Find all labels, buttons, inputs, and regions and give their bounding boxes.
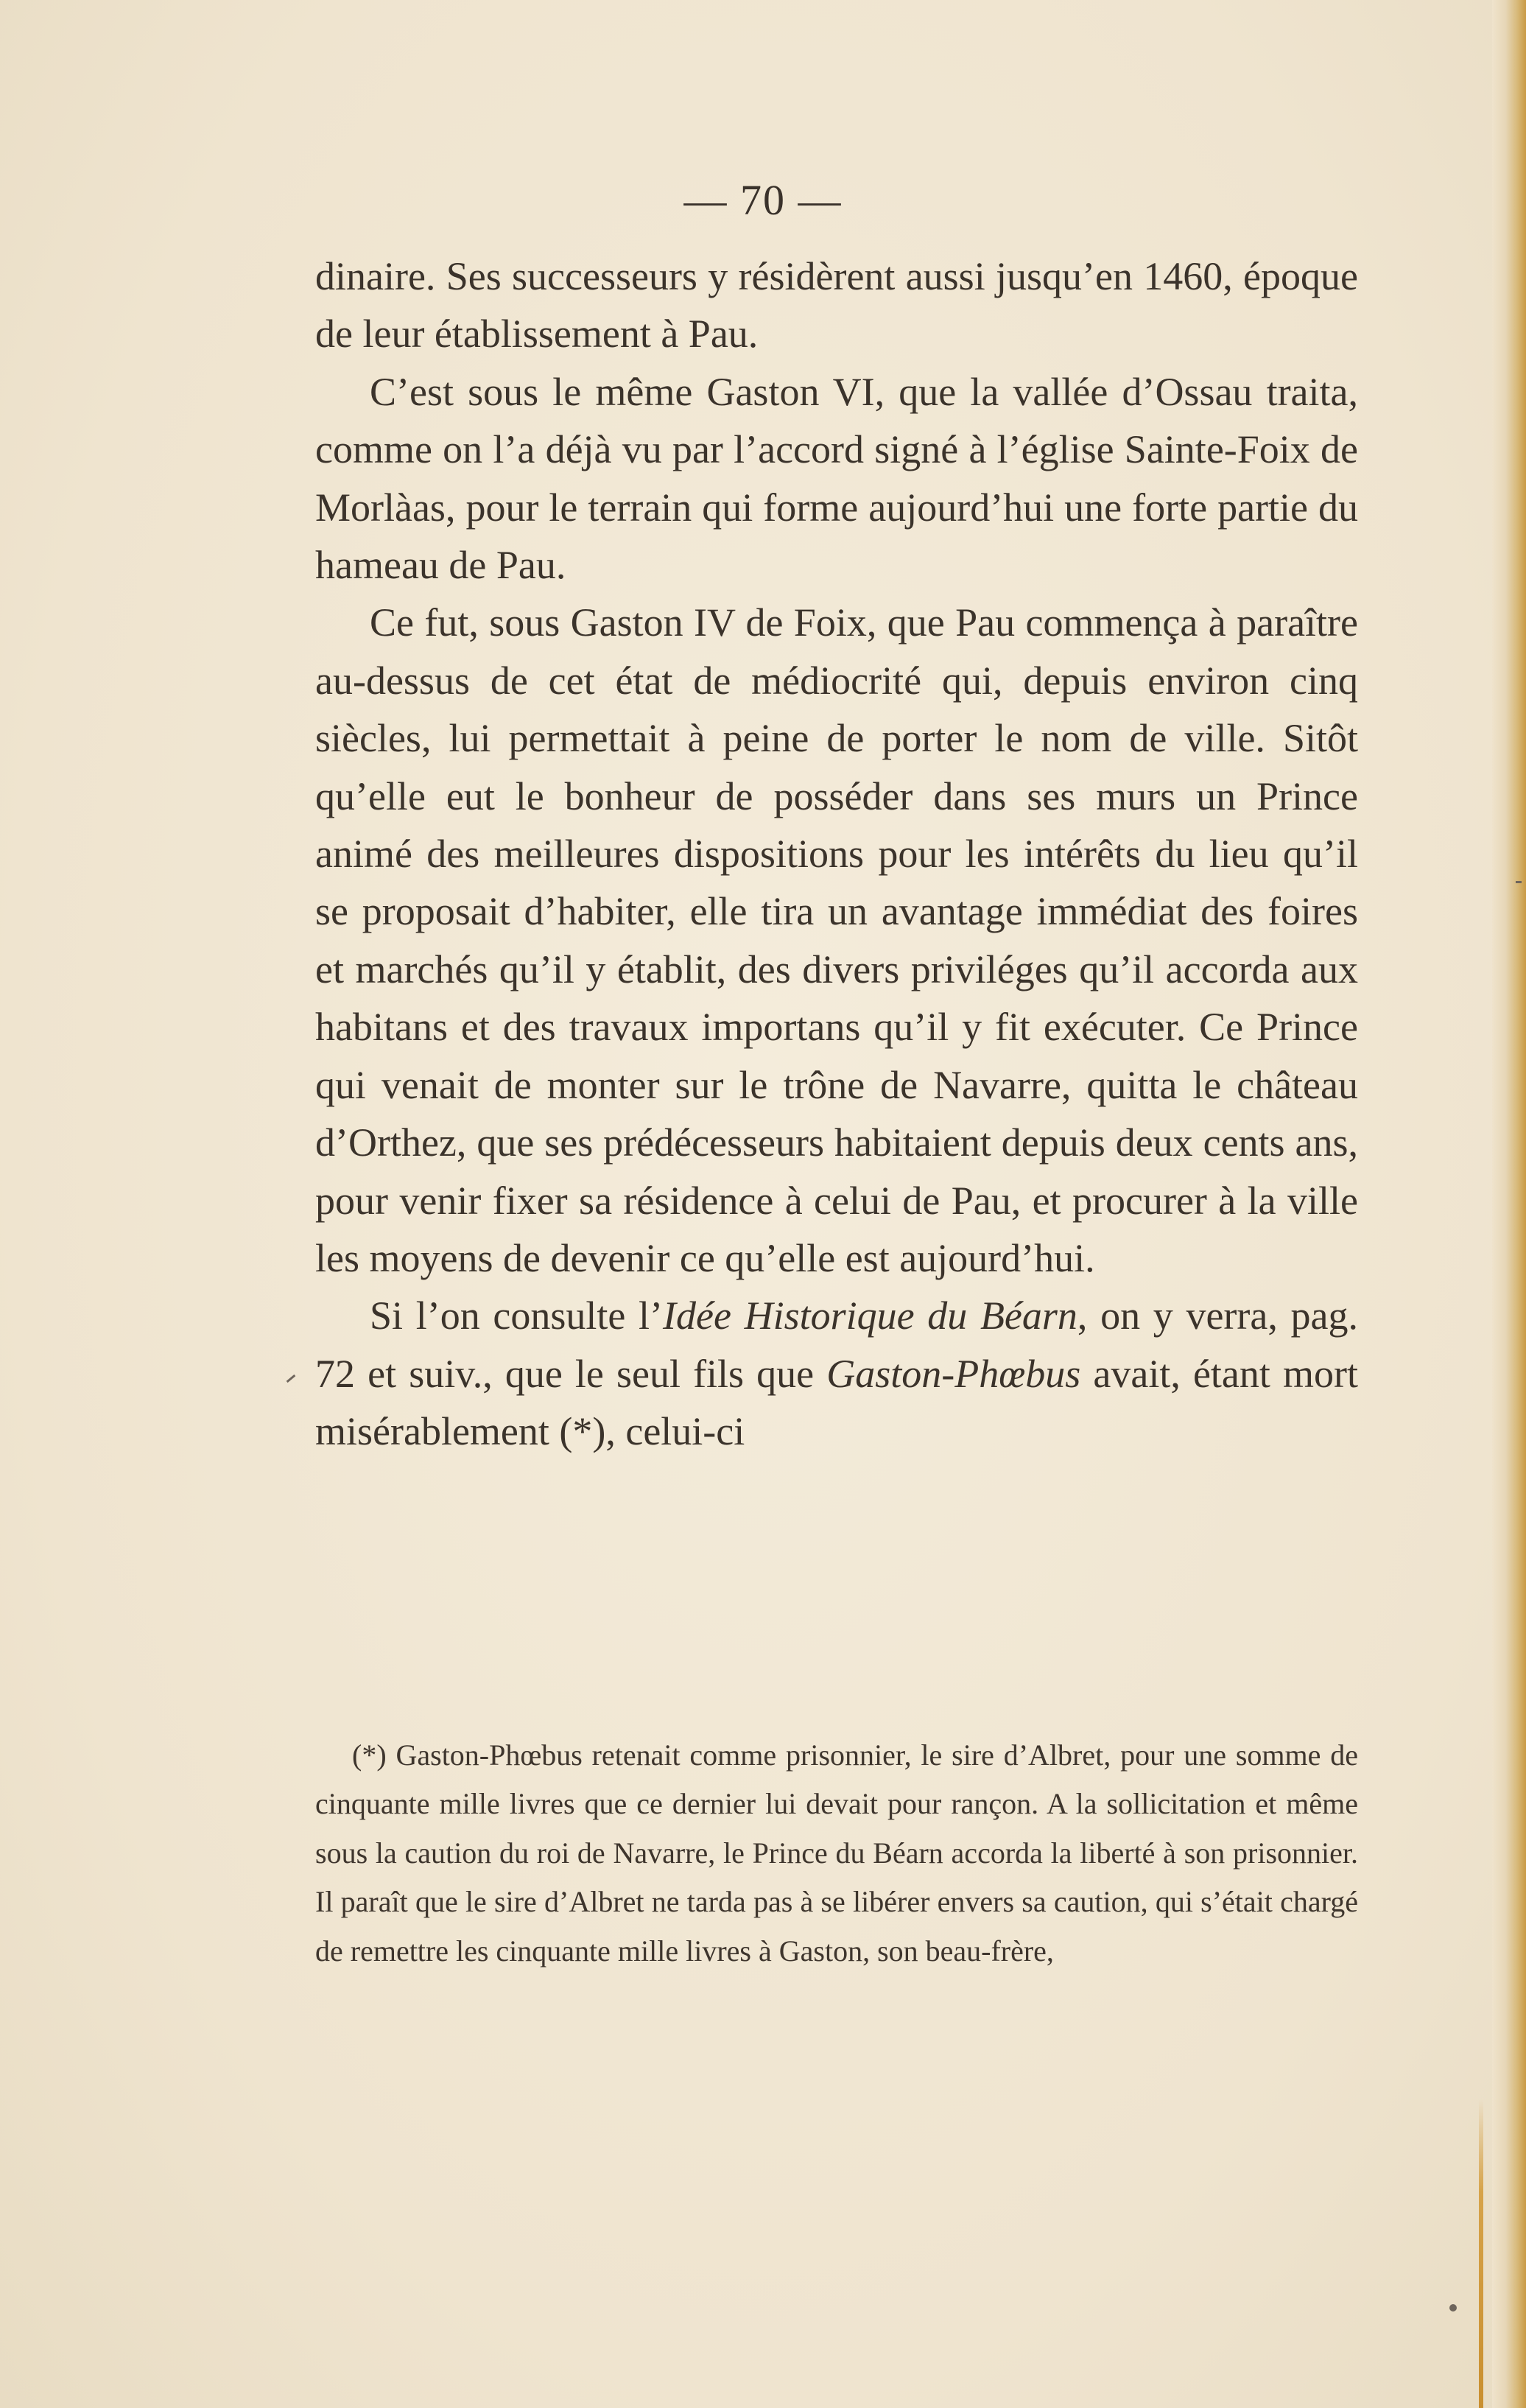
paragraph-4-middle: , on y verra, pag. 72 et suiv., que le seul fils que bbox=[315, 1293, 1358, 1396]
paragraph-3: Ce fut, sous Gaston IV de Foix, que Pau commença à paraître au-dessus de cet état de médiocrité qui, depuis environ cinq siècles, lui permettait à peine de porter le nom de ville. Sitôt qu’elle eut le bonheur de posséder dans ses murs un Prince animé des meilleures dispositions pour les intérêts du lieu qu’il se proposait d’habiter, elle tira un avantage immédiat des foires et marchés qu’il y établit, des divers priviléges qu’il accorda aux habitans et des travaux importans qu’il y fit exécuter. Ce Prince qui venait de monter sur le trône de Navarre, quitta le château d’Orthez, que ses prédécesseurs habitaient depuis deux cents ans, pour venir fixer sa résidence à celui de Pau, et procurer à la ville les moyens de devenir ce qu’elle est aujourd’hui. bbox=[315, 600, 1358, 1280]
paragraph-4 bbox=[315, 1287, 1358, 1460]
paragraph-4-tail: avait, étant mort misérablement (*), celui-ci bbox=[315, 1351, 1358, 1454]
page-edge-stain bbox=[1479, 2099, 1483, 2408]
footnote: (*) Gaston-Phœbus retenait comme prisonnier, le sire d’Albret, pour une somme de cinquante mille livres que ce dernier lui devait pour rançon. A la sollicitation et même sous la caution du roi de Navarre, le Prince du Béarn accorda la liberté à son prisonnier. Il paraît que le sire d’Albret ne tarda pas à se libérer envers sa caution, qui s’était chargé de remettre les cinquante mille livres à Gaston, son beau-frère, bbox=[315, 1738, 1358, 1968]
page-number: — 70 — bbox=[683, 176, 843, 224]
book-title-reference: Idée Historique du Béarn bbox=[663, 1293, 1077, 1338]
paragraph-1: dinaire. Ses successeurs y résidèrent aussi jusqu’en 1460, époque de leur établissement à Pau. bbox=[315, 254, 1358, 357]
footnote-block bbox=[315, 1731, 1358, 1976]
person-name-reference: Gaston-Phœbus bbox=[826, 1351, 1081, 1396]
main-text bbox=[315, 248, 1358, 1461]
paragraph-2: C’est sous le même Gaston VI, que la vallée d’Ossau traita, comme on l’a déjà vu par l’accord signé à l’église Sainte-Foix de Morlàas, pour le terrain qui forme aujourd’hui une forte partie du hameau de Pau. bbox=[315, 369, 1358, 588]
stray-tick bbox=[286, 1375, 296, 1383]
ink-speck bbox=[1449, 2304, 1457, 2312]
paragraph-4-lead: Si l’on consulte l’ bbox=[370, 1293, 663, 1338]
margin-dash bbox=[1516, 881, 1522, 883]
page-edge bbox=[1492, 0, 1526, 2408]
